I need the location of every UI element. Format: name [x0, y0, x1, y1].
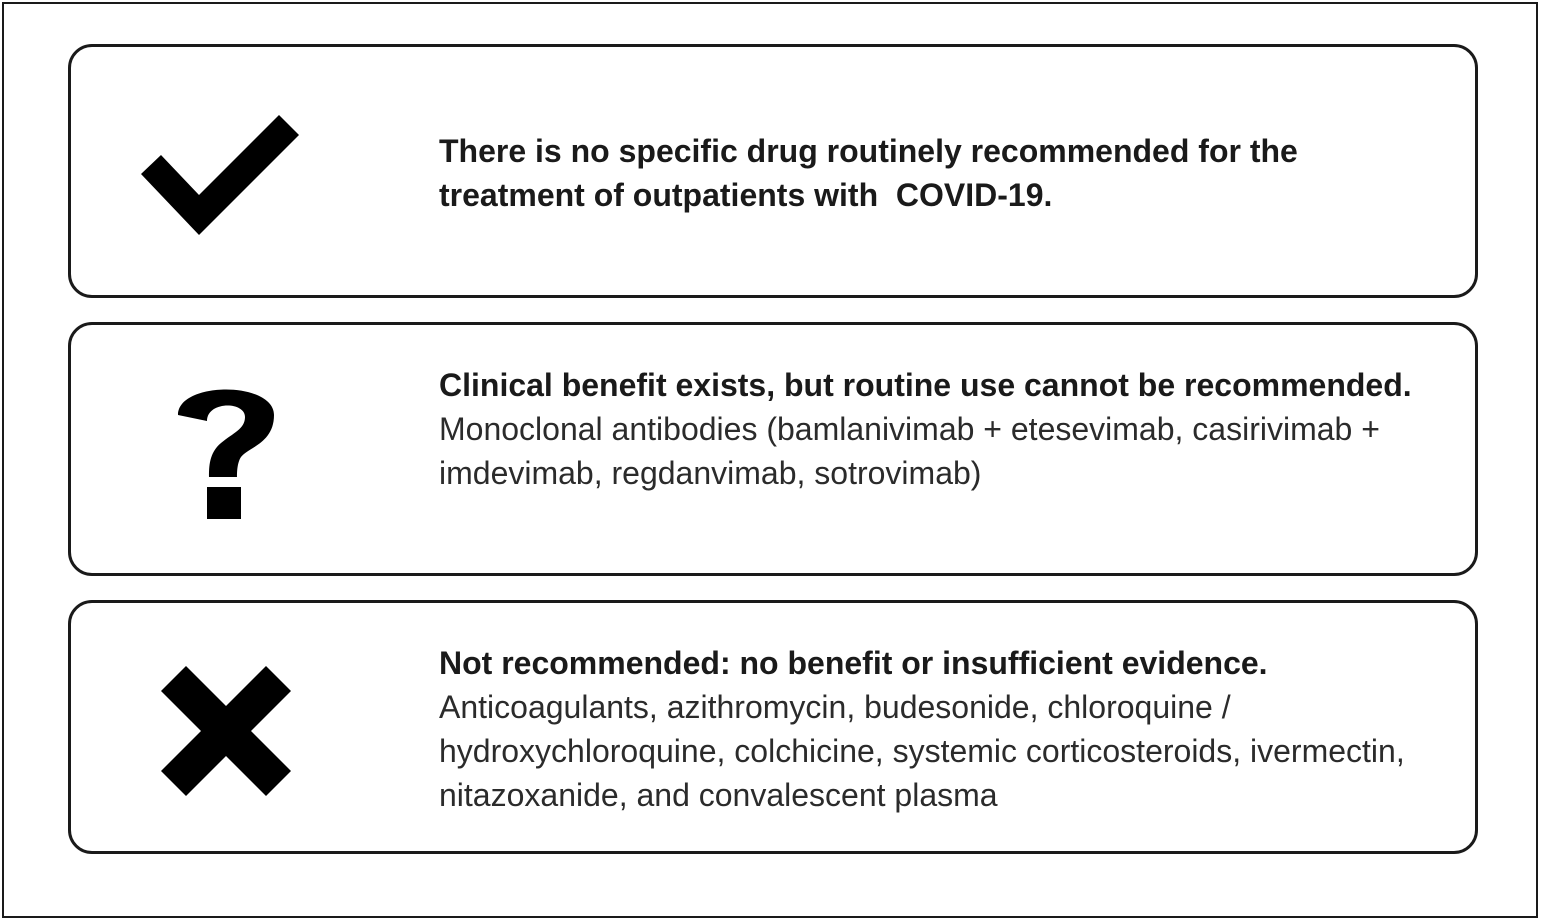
panel-text — [439, 363, 1415, 495]
question-mark-icon — [141, 377, 311, 527]
panel-heading: There is no specific drug routinely recommended for the treatment of outpatients with COVID-19. — [439, 133, 1307, 213]
panel-heading: Not recommended: no benefit or insufficient evidence. — [439, 645, 1268, 681]
cross-mark-icon — [141, 655, 311, 805]
recommendation-panel-no-drug — [68, 44, 1478, 298]
panel-heading: Clinical benefit exists, but routine use cannot be recommended. — [439, 367, 1412, 403]
panel-text — [439, 129, 1415, 217]
recommendation-panel-uncertain — [68, 322, 1478, 576]
panel-detail: Monoclonal antibodies (bamlanivimab + etesevimab, casirivimab + imdevimab, regdanvimab, sotrovimab) — [439, 411, 1389, 491]
check-mark-icon — [141, 99, 311, 249]
recommendation-panel-not-recommended — [68, 600, 1478, 854]
panel-text — [439, 641, 1415, 817]
figure-frame — [2, 2, 1538, 918]
panel-detail: Anticoagulants, azithromycin, budesonide, chloroquine / hydroxychloroquine, colchicine, systemic corticosteroids, ivermectin, nitazoxanide, and convalescent plasma — [439, 689, 1414, 813]
